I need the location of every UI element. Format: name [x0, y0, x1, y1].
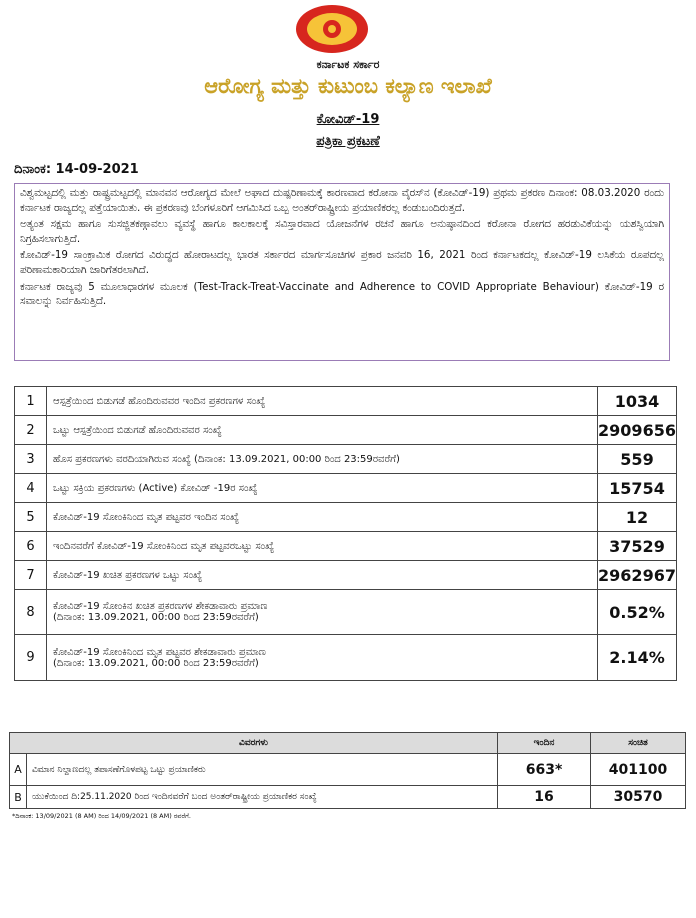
- row-description-line: ಕೋವಿಡ್-19 ಸೋಂಕಿನ ಖಚಿತ ಪ್ರಕರಣಗಳ ಶೇಕಡಾವಾರು ಪ್ರಮಾಣ: [53, 601, 268, 612]
- stats-table: [14, 386, 677, 681]
- column-header: ವಿವರಗಳು: [10, 733, 498, 754]
- row-value: 559: [598, 445, 677, 474]
- intro-paragraph: ಕರ್ನಾಟಕ ರಾಜ್ಯವು 5 ಮೂಲಾಧಾರಗಳ ಮೂಲಕ (Test-Track-Treat-Vaccinate and Adherence to COVID Appropriate Behaviour) ಕೋವಿಡ್-19 ರ ಸವಾಲನ್ನು ನಿರ್ವಹಿಸುತ್ತಿದೆ.: [20, 280, 664, 308]
- intro-paragraph: ವಿಶ್ವಮಟ್ಟದಲ್ಲಿ ಮತ್ತು ರಾಷ್ಟ್ರಮಟ್ಟದಲ್ಲಿ ಮಾನವನ ಆರೋಗ್ಯದ ಮೇಲೆ ಅಘಾದ ದುಷ್ಪರಿಣಾಮಕ್ಕೆ ಕಾರಣವಾದ ಕರೋನಾ ವೈರಸ್‌ನ (ಕೋವಿಡ್-19) ಪ್ರಥಮ ಪ್ರಕರಣ ದಿನಾಂಕ: 08.03.2020 ರಂದು ಕರ್ನಾಟಕ ರಾಜ್ಯದಲ್ಲ ಪತ್ತೆಯಾಯಿತು. ಈ ಪ್ರಕರಣವು ಬೆಂಗಳೂರಿಗೆ ಆಗಮಿಸಿದ ಒಬ್ಬ ಅಂತರ್‌ರಾಷ್ಟ್ರೀಯ ಪ್ರಯಾಣಿಕರಲ್ಲ ಕಂಡುಬಂದಿರುತ್ತದೆ.: [20, 187, 664, 214]
- release-date: ದಿನಾಂಕ: 14-09-2021: [14, 162, 139, 177]
- row-value: 15754: [598, 474, 677, 503]
- travel-table: [9, 732, 686, 809]
- department-title: ಆರೋಗ್ಯ ಮತ್ತು ಕುಟುಂಬ ಕಲ್ಯಾಣ ಇಲಾಖೆ: [204, 74, 492, 98]
- row-number: 7: [15, 561, 47, 590]
- row-today: 16: [498, 786, 591, 809]
- row-number: 2: [15, 416, 47, 445]
- row-description: ಹೊಸ ಪ್ರಕರಣಗಳು ವರದಿಯಾಗಿರುವ ಸಂಖ್ಯೆ (ದಿನಾಂಕ: 13.09.2021, 00:00 ರಿಂದ 23:59ರವರೆಗೆ): [47, 445, 598, 474]
- table-row: [15, 416, 677, 445]
- table-row: [15, 387, 677, 416]
- row-description: ಯುಕೆಯಿಂದ ದಿ:25.11.2020 ರಿಂದ ಇಂದಿನವರೆಗೆ ಬಂದ ಅಂತರ್‌ರಾಷ್ಟ್ರೀಯ ಪ್ರಯಾಣಿಕರ ಸಂಖ್ಯೆ: [27, 786, 498, 809]
- government-emblem-logo: [294, 4, 370, 54]
- row-number: 4: [15, 474, 47, 503]
- table-row: [15, 445, 677, 474]
- row-number: 3: [15, 445, 47, 474]
- govt-name: ಕರ್ನಾಟಕ ಸರ್ಕಾರ: [316, 58, 380, 71]
- row-description: ವಿಮಾನ ನಿಲ್ದಾಣದಲ್ಲ ತಪಾಸಣೆಗೊಳಪಟ್ಟ ಒಟ್ಟು ಪ್ರಯಾಣಿಕರು: [27, 754, 498, 786]
- footnote: *ದಿನಾಂಕ: 13/09/2021 (8 AM) ರಿಂದ 14/09/2021 (8 AM) ರವರೆಗೆ.: [12, 812, 191, 820]
- row-description: ಒಟ್ಟು ಆಸ್ಪತ್ರೆಯಿಂದ ಬಿಡುಗಡೆ ಹೊಂದಿರುವವರ ಸಂಖ್ಯೆ: [47, 416, 598, 445]
- row-letter: B: [10, 786, 27, 809]
- row-value: 12: [598, 503, 677, 532]
- intro-paragraph: ಕೋವಿಡ್-19 ಸಾಂಕ್ರಾಮಿಕ ರೋಗದ ವಿರುದ್ಧದ ಹೋರಾಟದಲ್ಲ ಭಾರತ ಸರ್ಕಾರದ ಮಾರ್ಗಸೂಚಿಗಳ ಪ್ರಕಾರ ಜನವರಿ 16, 2021 ರಿಂದ ಕರ್ನಾಟಕದಲ್ಲ ಕೋವಿಡ್-19 ಲಸಿಕೆಯ ರೂಪದಲ್ಲ ಪರಿಣಾಮಕಾರಿಯಾಗಿ ಜಾರಿಗೆತರಲಾಗಿದೆ.: [20, 249, 664, 276]
- table-row: [15, 474, 677, 503]
- row-number: 5: [15, 503, 47, 532]
- row-today: 663*: [498, 754, 591, 786]
- row-value: 2.14%: [598, 635, 677, 681]
- table-row: [10, 754, 686, 786]
- row-description: ಕೋವಿಡ್-19 ಖಚಿತ ಪ್ರಕರಣಗಳ ಒಟ್ಟು ಸಂಖ್ಯೆ: [47, 561, 598, 590]
- intro-paragraph: ಅತ್ಯಂತ ಸಕ್ಷಮ ಹಾಗೂ ಸುಸಜ್ಜಿತಕಣ್ಗಾವಲು ವ್ಯವಸ್ಥೆ ಹಾಗೂ ಕಾಲಕಾಲಕ್ಕೆ ಸವಿಸ್ತಾರವಾದ ಯೋಜನೆಗಳ ರಚನೆ ಹಾಗೂ ಅನುಷ್ಠಾನದಿಂದ ಕರೋನಾ ರೋಗದ ಹರಡುವಿಕೆಯನ್ನು ಯಶಸ್ವಿಯಾಗಿ ನಿಗ್ರಹಿಸಲಾಗುತ್ತಿದೆ.: [20, 218, 664, 245]
- covid-title: [0, 112, 696, 127]
- row-description: ಕೋವಿಡ್-19 ಸೋಂಕಿನಿಂದ ಮೃತ ಪಟ್ಟವರ ಇಂದಿನ ಸಂಖ್ಯೆ: [47, 503, 598, 532]
- press-release-title: ಪತ್ರಿಕಾ ಪ್ರಕಟಣೆ: [316, 134, 380, 149]
- row-description: ಒಟ್ಟು ಸಕ್ರಿಯ ಪ್ರಕರಣಗಳು (Active) ಕೋವಿಡ್ -19ರ ಸಂಖ್ಯೆ: [47, 474, 598, 503]
- row-description: ಆಸ್ಪತ್ರೆಯಿಂದ ಬಿಡುಗಡೆ ಹೊಂದಿರುವವರ ಇಂದಿನ ಪ್ರಕರಣಗಳ ಸಂಖ್ಯೆ: [47, 387, 598, 416]
- row-letter: A: [10, 754, 27, 786]
- table-header-row: [10, 733, 686, 754]
- row-total: 401100: [591, 754, 686, 786]
- table-row: [15, 590, 677, 635]
- row-description-date: (ದಿನಾಂಕ: 13.09.2021, 00:00 ರಿಂದ 23:59ರವರೆಗೆ): [53, 657, 259, 669]
- covid-title-text: ಕೋವಿಡ್-19: [316, 112, 380, 127]
- row-description: [47, 590, 598, 635]
- table-row: [10, 786, 686, 809]
- row-number: 8: [15, 590, 47, 635]
- row-value: 2962967: [598, 561, 677, 590]
- table-row: [15, 635, 677, 681]
- row-number: 6: [15, 532, 47, 561]
- row-value: 0.52%: [598, 590, 677, 635]
- table-row: [15, 503, 677, 532]
- table-row: [15, 532, 677, 561]
- row-number: 9: [15, 635, 47, 681]
- row-description-date: (ದಿನಾಂಕ: 13.09.2021, 00:00 ರಿಂದ 23:59ರವರೆಗೆ): [53, 612, 259, 623]
- row-description-line: ಕೋವಿಡ್-19 ಸೋಂಕಿನಿಂದ ಮೃತ ಪಟ್ಟವರ ಶೇಕಡಾವಾರು ಪ್ರಮಾಣ: [53, 646, 266, 658]
- table-row: [15, 561, 677, 590]
- row-description: ಇಂದಿನವರೆಗೆ ಕೋವಿಡ್-19 ಸೋಂಕಿನಿಂದ ಮೃತ ಪಟ್ಟವರಒಟ್ಟು ಸಂಖ್ಯೆ: [47, 532, 598, 561]
- row-value: 1034: [598, 387, 677, 416]
- intro-box: [14, 183, 670, 361]
- row-value: 2909656: [598, 416, 677, 445]
- column-header: ಇಂದಿನ: [498, 733, 591, 754]
- row-description: [47, 635, 598, 681]
- row-value: 37529: [598, 532, 677, 561]
- row-number: 1: [15, 387, 47, 416]
- row-total: 30570: [591, 786, 686, 809]
- column-header: ಸಂಚಿತ: [591, 733, 686, 754]
